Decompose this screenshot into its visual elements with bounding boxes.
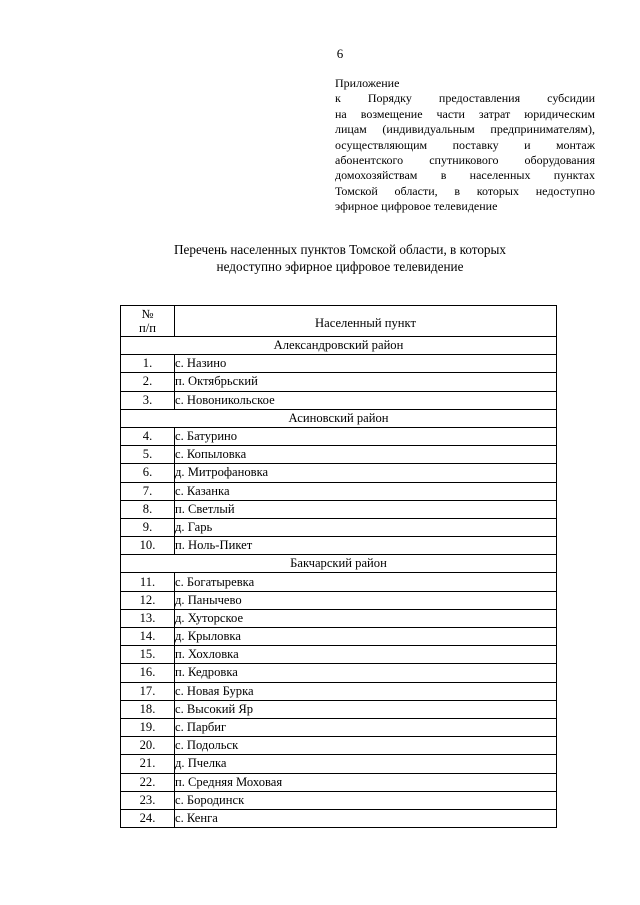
row-number: 5. [121,446,175,464]
row-number: 15. [121,646,175,664]
table-body [121,337,557,828]
table-row [121,355,557,373]
settlement-name: с. Казанка [175,482,557,500]
district-row [121,337,557,355]
header-number-line: п/п [139,321,156,335]
settlement-name: п. Ноль-Пикет [175,537,557,555]
district-name: Асиновский район [121,409,557,427]
table-row [121,628,557,646]
settlement-name: с. Новая Бурка [175,682,557,700]
row-number: 14. [121,628,175,646]
district-name: Александровский район [121,337,557,355]
table-row [121,446,557,464]
row-number: 9. [121,518,175,536]
settlement-name: с. Высокий Яр [175,700,557,718]
settlement-name: п. Светлый [175,500,557,518]
document-title-line: Перечень населенных пунктов Томской области, в которых [174,242,506,257]
table-row [121,664,557,682]
table-row [121,427,557,445]
settlement-name: с. Назино [175,355,557,373]
row-number: 10. [121,537,175,555]
table-row [121,518,557,536]
settlement-name: п. Кедровка [175,664,557,682]
settlement-name: д. Митрофановка [175,464,557,482]
table-row [121,773,557,791]
table-row [121,809,557,827]
settlement-name: с. Новоникольское [175,391,557,409]
document-title [120,241,560,275]
settlement-name: д. Хуторское [175,609,557,627]
row-number: 1. [121,355,175,373]
row-number: 13. [121,609,175,627]
table-row [121,609,557,627]
row-number: 8. [121,500,175,518]
table-row [121,573,557,591]
settlement-name: с. Парбиг [175,718,557,736]
row-number: 24. [121,809,175,827]
table-row [121,500,557,518]
settlement-name: с. Кенга [175,809,557,827]
page-number: 6 [336,46,344,61]
table-row [121,737,557,755]
settlements-table [120,305,557,828]
appendix-block [335,76,595,215]
row-number: 18. [121,700,175,718]
settlement-name: с. Бородинск [175,791,557,809]
settlement-name: д. Панычево [175,591,557,609]
table-row [121,391,557,409]
appendix-line: осуществляющим поставку и монтаж [335,137,595,152]
table-header-row [121,306,557,337]
row-number: 7. [121,482,175,500]
table-row [121,700,557,718]
row-number: 23. [121,791,175,809]
table-row [121,755,557,773]
row-number: 20. [121,737,175,755]
appendix-line: домохозяйствам в населенных пунктах [335,168,595,183]
settlement-name: с. Подольск [175,737,557,755]
header-number-line: № [141,307,154,321]
table-row [121,718,557,736]
appendix-line: лицам (индивидуальным предпринимателям), [335,122,595,137]
document-title-line: недоступно эфирное цифровое телевидение [216,259,464,274]
table-row [121,791,557,809]
settlement-name: п. Средняя Моховая [175,773,557,791]
settlement-name: д. Крыловка [175,628,557,646]
settlement-name: с. Батурино [175,427,557,445]
row-number: 16. [121,664,175,682]
settlement-name: п. Октябрьский [175,373,557,391]
appendix-line: Томской области, в которых недоступно [335,183,595,198]
settlement-name: с. Копыловка [175,446,557,464]
row-number: 22. [121,773,175,791]
row-number: 19. [121,718,175,736]
table-row [121,464,557,482]
row-number: 11. [121,573,175,591]
appendix-line: на возмещение части затрат юридическим [335,106,595,121]
settlement-name: п. Хохловка [175,646,557,664]
header-name-label: Населенный пункт [315,316,416,330]
row-number: 12. [121,591,175,609]
settlement-name: с. Богатыревка [175,573,557,591]
settlement-name: д. Гарь [175,518,557,536]
settlement-name: д. Пчелка [175,755,557,773]
appendix-line: к Порядку предоставления субсидии [335,91,595,106]
appendix-line: Приложение [335,76,400,90]
row-number: 4. [121,427,175,445]
district-row [121,555,557,573]
header-name-cell [175,306,557,337]
row-number: 21. [121,755,175,773]
row-number: 2. [121,373,175,391]
row-number: 17. [121,682,175,700]
table-row [121,646,557,664]
appendix-line: эфирное цифровое телевидение [335,199,498,214]
row-number: 3. [121,391,175,409]
table-row [121,482,557,500]
table-row [121,373,557,391]
table-row [121,591,557,609]
district-name: Бакчарский район [121,555,557,573]
row-number: 6. [121,464,175,482]
table-row [121,682,557,700]
header-number-cell [121,306,175,337]
appendix-line: абонентского спутникового оборудования [335,152,595,167]
district-row [121,409,557,427]
table-row [121,537,557,555]
